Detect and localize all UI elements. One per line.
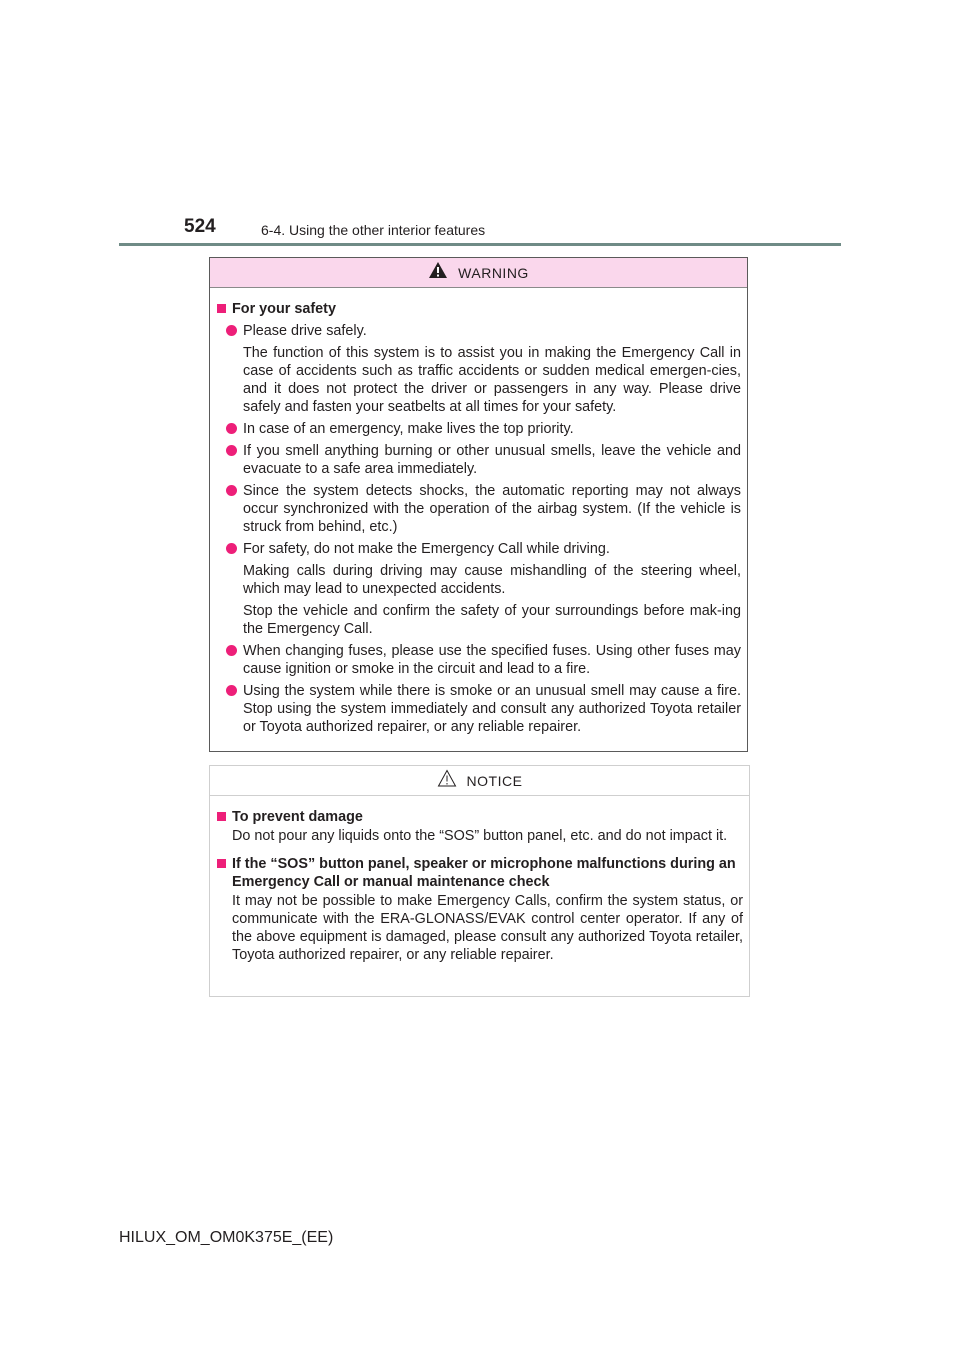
circle-bullet-icon [226, 423, 237, 434]
notice-heading: If the “SOS” button panel, speaker or microphone malfunctions during an Emergency Call or manual maintenance check [232, 856, 736, 890]
page-number: 524 [184, 216, 216, 237]
notice-label: NOTICE [466, 772, 523, 789]
notice-triangle-icon [437, 769, 457, 792]
warning-bullet-text: For safety, do not make the Emergency Call while driving. [243, 541, 610, 557]
warning-bullet-text: Since the system detects shocks, the automatic reporting may not always occur synchronized with the operation of the airbag system. (If the vehicle is struck from behind, etc.) [243, 483, 741, 535]
notice-heading-row [216, 855, 743, 891]
notice-paragraph: It may not be possible to make Emergency Calls, confirm the system status, or communicate with the ERA-GLONASS/EVAK control center operator. If any of the above equipment is damaged, please consult any authorized Toyota retailer, Toyota authorized repairer, or any reliable repairer. [232, 893, 743, 963]
warning-bullet-text: When changing fuses, please use the specified fuses. Using other fuses may cause ignition or smoke in the circuit and lead to a fire. [243, 643, 741, 677]
notice-header [210, 766, 749, 796]
warning-label: WARNING [458, 264, 529, 281]
circle-bullet-icon [226, 325, 237, 336]
warning-heading: For your safety [232, 301, 336, 317]
section-title: 6-4. Using the other interior features [261, 222, 486, 238]
warning-bullet-item [216, 322, 741, 340]
circle-bullet-icon [226, 645, 237, 656]
warning-box [209, 257, 748, 752]
warning-header [210, 258, 747, 288]
warning-body [210, 288, 747, 736]
circle-bullet-icon [226, 685, 237, 696]
notice-heading: To prevent damage [232, 809, 363, 825]
notice-box [209, 765, 750, 997]
warning-paragraph: The function of this system is to assist you in making the Emergency Call in case of accidents such as traffic accidents or sudden medical emergen-cies, and it does not protect the driver or passengers in any way. Please drive safely and fasten your seatbelts at all times for your safety. [243, 345, 741, 415]
document-id: HILUX_OM_OM0K375E_(EE) [119, 1229, 334, 1246]
warning-heading-row [216, 300, 741, 318]
warning-paragraph: Stop the vehicle and confirm the safety of your surroundings before mak-ing the Emergency Call. [243, 603, 741, 637]
warning-bullet-text: In case of an emergency, make lives the top priority. [243, 421, 574, 437]
square-bullet-icon [217, 812, 226, 821]
warning-triangle-icon [428, 261, 448, 284]
warning-bullet-item [216, 540, 741, 558]
header-divider [119, 243, 841, 246]
warning-bullet-item [216, 642, 741, 678]
warning-bullet-item [216, 682, 741, 736]
circle-bullet-icon [226, 485, 237, 496]
warning-bullet-text: Please drive safely. [243, 323, 367, 339]
warning-item-list [216, 322, 741, 736]
warning-paragraph: Making calls during driving may cause mishandling of the steering wheel, which may lead to unexpected accidents. [243, 563, 741, 597]
notice-heading-row [216, 808, 743, 826]
warning-bullet-item [216, 482, 741, 536]
warning-bullet-text: If you smell anything burning or other unusual smells, leave the vehicle and evacuate to a safe area immediately. [243, 443, 741, 477]
square-bullet-icon [217, 859, 226, 868]
notice-body [210, 796, 749, 964]
circle-bullet-icon [226, 543, 237, 554]
warning-bullet-item [216, 442, 741, 478]
warning-bullet-item [216, 420, 741, 438]
notice-paragraph: Do not pour any liquids onto the “SOS” button panel, etc. and do not impact it. [232, 828, 728, 844]
warning-bullet-text: Using the system while there is smoke or an unusual smell may cause a fire. Stop using the system immediately and consult any authorized Toyota retailer or Toyota authorized repairer, or any reliable repairer. [243, 683, 741, 735]
square-bullet-icon [217, 304, 226, 313]
circle-bullet-icon [226, 445, 237, 456]
